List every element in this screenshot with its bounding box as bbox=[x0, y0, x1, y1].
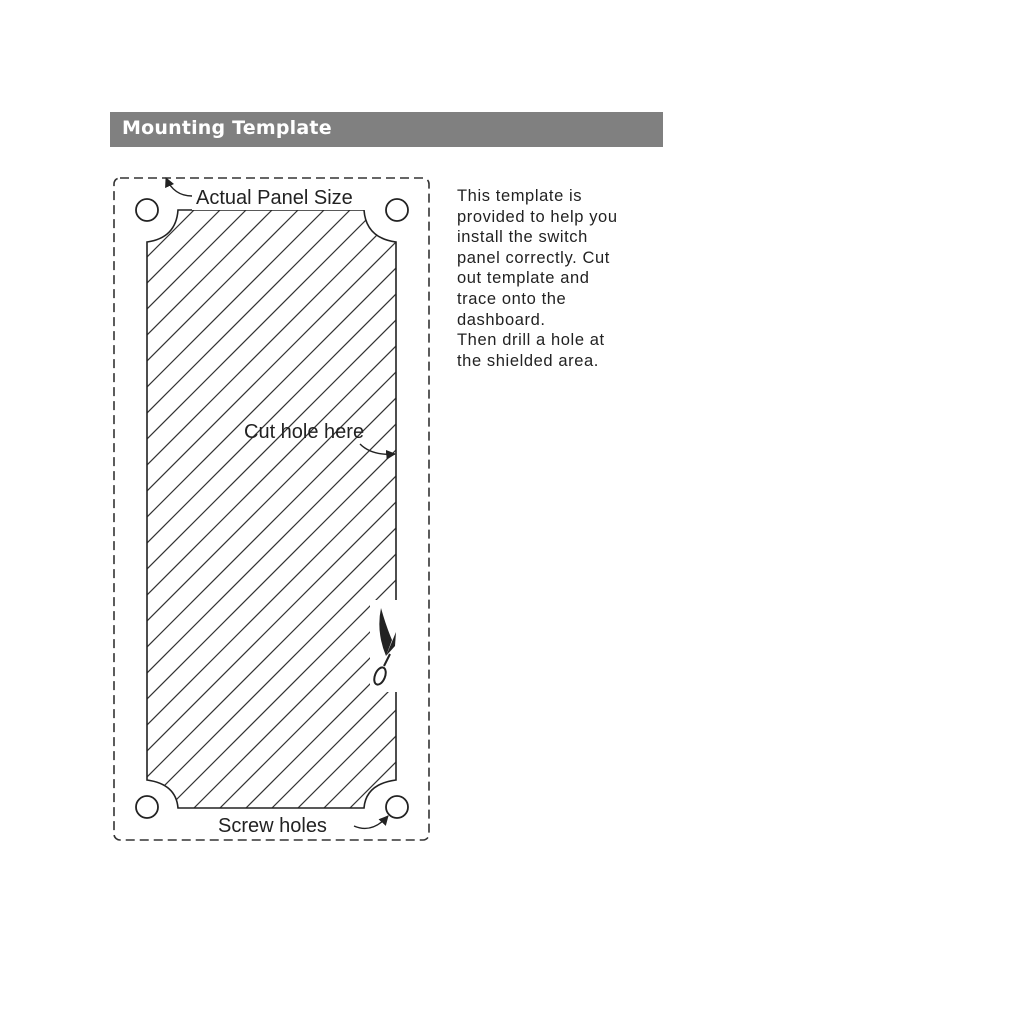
hatch-line bbox=[100, 150, 514, 564]
screw-holes-label: Screw holes bbox=[218, 815, 327, 837]
actual-panel-arrow bbox=[166, 178, 192, 196]
hatch-line bbox=[100, 150, 228, 278]
actual-panel-size-label: Actual Panel Size bbox=[196, 187, 353, 209]
screw-holes-arrow bbox=[354, 816, 388, 828]
cut-area-outline bbox=[147, 210, 396, 808]
screw-hole-bottom-right bbox=[386, 796, 408, 818]
hatch-line bbox=[100, 150, 800, 850]
screw-hole-top-left bbox=[136, 199, 158, 221]
hatch-line bbox=[100, 150, 254, 304]
actual-panel-outline bbox=[114, 178, 429, 840]
instruction-line: out template and bbox=[457, 269, 590, 288]
screw-hole-bottom-left bbox=[136, 796, 158, 818]
instruction-line: This template is bbox=[457, 187, 583, 205]
hatch-line bbox=[100, 150, 306, 356]
section-title: Mounting Template bbox=[122, 117, 332, 139]
screw-hole-top-right bbox=[386, 199, 408, 221]
instruction-line: dashboard. bbox=[457, 310, 546, 329]
cut-hole-label: Cut hole here bbox=[244, 421, 365, 443]
instruction-line: trace onto the bbox=[457, 289, 567, 308]
instructions-text bbox=[457, 186, 657, 371]
hatch-line bbox=[100, 150, 150, 200]
instruction-line: install the switch bbox=[457, 228, 588, 247]
instruction-line: provided to help you bbox=[457, 207, 618, 226]
hatch-line bbox=[100, 150, 774, 824]
instruction-line: panel correctly. Cut bbox=[457, 248, 610, 267]
instruction-line: the shielded area. bbox=[457, 351, 599, 370]
hatch-line bbox=[100, 150, 280, 330]
scissors-icon bbox=[370, 600, 398, 692]
cut-hole-arrow bbox=[360, 444, 395, 454]
instruction-line: Then drill a hole at bbox=[457, 331, 605, 350]
